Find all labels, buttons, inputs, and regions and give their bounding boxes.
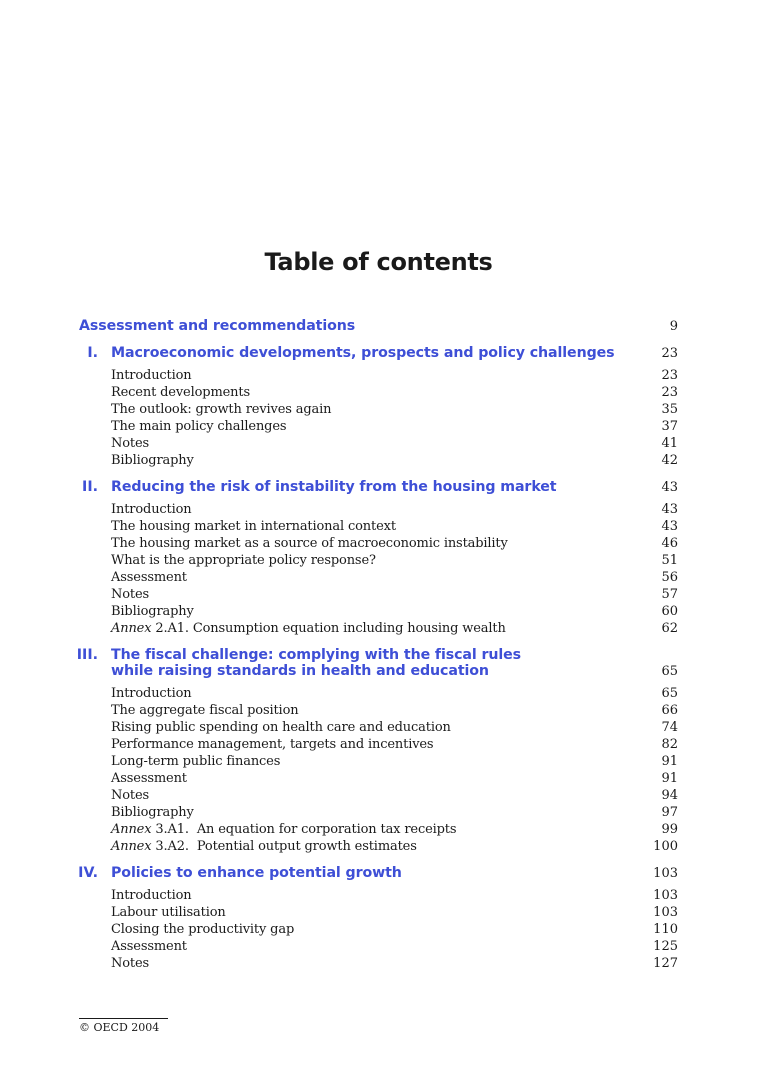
toc-page-number: 100 (653, 839, 678, 854)
toc-page-number: 65 (661, 664, 678, 679)
toc-page-number: 91 (661, 771, 678, 786)
toc-page-number: 103 (653, 905, 678, 920)
chapter-number: IV. (78, 865, 98, 881)
toc-page-number: 127 (653, 956, 678, 971)
toc-entry[interactable]: The aggregate fiscal position (111, 703, 299, 718)
toc-page-number: 9 (669, 319, 678, 334)
annex-title: 3.A2. Potential output growth estimates (155, 839, 417, 854)
annex-title: 2.A1. Consumption equation including housing wealth (155, 621, 506, 636)
toc-page-number: 23 (661, 385, 678, 400)
annex-title: 3.A1. An equation for corporation tax receipts (155, 822, 457, 837)
toc-page-number: 74 (661, 720, 678, 735)
chapter-3-title-line1-link[interactable]: The fiscal challenge: complying with the fiscal rules (111, 647, 522, 663)
page-title: Table of contents (264, 248, 493, 276)
toc-annex-entry[interactable] (111, 839, 417, 854)
toc-entry[interactable]: Assessment (111, 771, 187, 786)
toc-page-number: 23 (661, 346, 678, 361)
toc-page-number: 23 (661, 368, 678, 383)
toc-entry[interactable]: Introduction (111, 368, 192, 383)
chapter-number: I. (87, 345, 98, 361)
chapter-4-title-link[interactable]: Policies to enhance potential growth (111, 865, 402, 881)
toc-page-number: 82 (661, 737, 678, 752)
chapter-3-title-line2-link[interactable]: while raising standards in health and education (111, 663, 489, 679)
toc-page-number: 97 (661, 805, 678, 820)
chapter-2-title-link[interactable]: Reducing the risk of instability from the housing market (111, 479, 557, 495)
toc-entry[interactable]: Notes (111, 436, 150, 451)
toc-page-number: 41 (661, 436, 678, 451)
toc-page-number: 42 (661, 453, 678, 468)
toc-page-number: 103 (653, 888, 678, 903)
toc-page-number: 66 (661, 703, 678, 718)
toc-entry[interactable]: Bibliography (111, 453, 194, 468)
annex-label: Annex (111, 839, 152, 854)
toc-annex-entry[interactable] (111, 822, 456, 837)
toc-entry[interactable]: Closing the productivity gap (111, 922, 295, 937)
toc-entry[interactable]: Assessment (111, 570, 187, 585)
toc-entry[interactable]: The main policy challenges (111, 419, 287, 434)
toc-page-number: 125 (653, 939, 678, 954)
toc-entry[interactable]: Bibliography (111, 604, 194, 619)
toc-page-number: 43 (661, 519, 678, 534)
toc-entry[interactable]: Notes (111, 956, 150, 971)
toc-page-number: 43 (661, 502, 678, 517)
toc-entry[interactable]: What is the appropriate policy response? (111, 553, 376, 568)
toc-entry[interactable]: Bibliography (111, 805, 194, 820)
chapter-1-title-link[interactable]: Macroeconomic developments, prospects and policy challenges (111, 345, 615, 361)
copyright-footer: © OECD 2004 (79, 1021, 160, 1034)
footer-rule (79, 1018, 168, 1019)
annex-label: Annex (111, 621, 152, 636)
toc-page-number: 60 (661, 604, 678, 619)
toc-page-number: 65 (661, 686, 678, 701)
toc-entry[interactable]: Introduction (111, 888, 192, 903)
toc-entry[interactable]: Long-term public finances (111, 754, 281, 769)
toc-page-number: 99 (661, 822, 678, 837)
toc-page-number: 56 (661, 570, 678, 585)
toc-page-number: 35 (661, 402, 678, 417)
toc-page-number: 57 (661, 587, 678, 602)
toc-page-number: 46 (661, 536, 678, 551)
toc-entry[interactable]: Introduction (111, 502, 192, 517)
toc-page-number: 110 (653, 922, 678, 937)
toc-entry[interactable]: Performance management, targets and incentives (111, 737, 434, 752)
toc-entry[interactable]: The housing market in international context (111, 519, 396, 534)
toc-annex-entry[interactable] (111, 621, 506, 636)
toc-page-number: 43 (661, 480, 678, 495)
toc-page-number: 51 (661, 553, 678, 568)
toc-entry[interactable]: Introduction (111, 686, 192, 701)
toc-entry[interactable]: Labour utilisation (111, 905, 226, 920)
toc-entry[interactable]: Rising public spending on health care and education (111, 720, 451, 735)
toc-assessment-link[interactable]: Assessment and recommendations (79, 318, 356, 334)
toc-entry[interactable]: Notes (111, 587, 150, 602)
toc-entry[interactable]: The housing market as a source of macroeconomic instability (111, 536, 508, 551)
annex-label: Annex (111, 822, 152, 837)
chapter-number: II. (82, 479, 98, 495)
toc-entry[interactable]: The outlook: growth revives again (111, 402, 332, 417)
toc-page-number: 94 (661, 788, 678, 803)
toc-entry[interactable]: Recent developments (111, 385, 250, 400)
toc-page-number: 91 (661, 754, 678, 769)
toc-entry[interactable]: Assessment (111, 939, 187, 954)
toc-page-number: 37 (661, 419, 678, 434)
chapter-number: III. (76, 647, 98, 663)
toc-page-number: 62 (661, 621, 678, 636)
toc-entry[interactable]: Notes (111, 788, 150, 803)
toc-page-number: 103 (653, 866, 678, 881)
